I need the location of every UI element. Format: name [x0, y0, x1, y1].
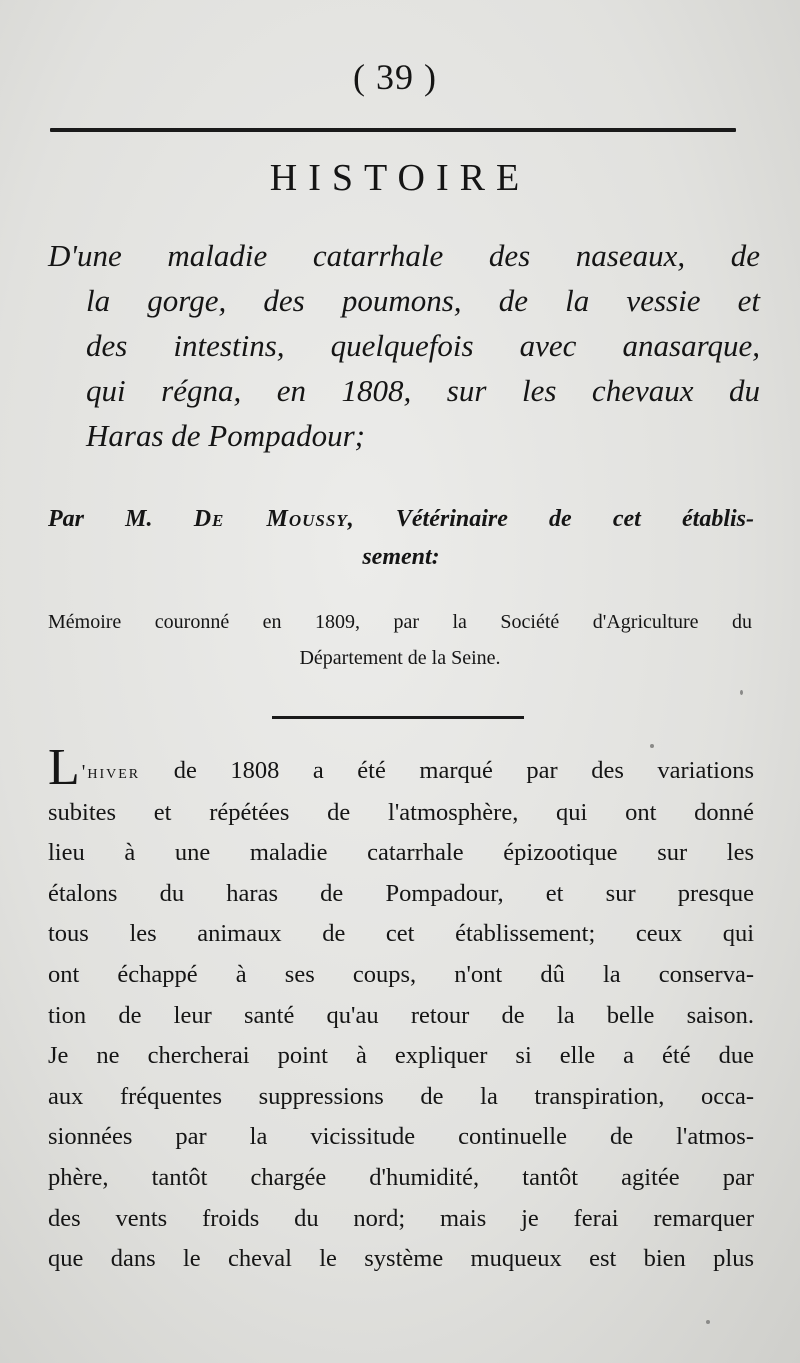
body-line: sionnées par la vicissitude continuelle de l'atmos- — [48, 1123, 754, 1151]
body-line: Je ne chercherai point à expliquer si elle a été due — [48, 1042, 754, 1070]
section-rule — [272, 716, 524, 719]
header-rule — [50, 128, 736, 132]
body-line: que dans le cheval le système muqueux est bien plus — [48, 1245, 754, 1273]
byline-role: Vétérinaire de cet établis- — [395, 506, 755, 532]
award-line: Mémoire couronné en 1809, par la Société d'Agriculture du — [48, 611, 752, 633]
byline-continuation: sement: — [362, 544, 440, 570]
body-line: étalons du haras de Pompadour, et sur presque — [48, 879, 754, 907]
byline-prefix: Par M. — [48, 506, 153, 532]
first-line-rest: de 1808 a été marqué par des variations — [173, 757, 755, 784]
body-line: ont échappé à ses coups, n'ont dû la conserva- — [48, 960, 754, 988]
author-byline — [48, 500, 754, 576]
drop-cap: L — [48, 739, 80, 796]
body-line: aux fréquentes suppressions de la transpiration, occa- — [48, 1082, 754, 1110]
subtitle-line: Haras de Pompadour; — [86, 418, 365, 453]
subtitle-line: des intestins, quelquefois avec anasarque, — [86, 328, 760, 363]
body-paragraph — [48, 739, 755, 1280]
subtitle-line: qui régna, en 1808, sur les chevaux du — [86, 373, 760, 408]
body-line: tous les animaux de cet établissement; ceux qui — [48, 920, 754, 948]
award-note — [48, 604, 752, 676]
chapter-subtitle — [48, 233, 760, 458]
paper-speck — [740, 690, 743, 695]
body-line: des vents froids du nord; mais je ferai remarquer — [48, 1204, 754, 1232]
award-line: Département de la Seine. — [299, 647, 501, 669]
chapter-title: HISTOIRE — [269, 157, 531, 199]
paper-speck — [706, 1320, 710, 1324]
author-name: De Moussy, — [193, 506, 355, 532]
opening-words: 'hiver — [81, 761, 141, 783]
page-number: ( 39 ) — [353, 57, 437, 97]
body-line: lieu à une maladie catarrhale épizootique sur les — [48, 839, 754, 867]
body-line: subites et répétées de l'atmosphère, qui ont donné — [48, 798, 754, 826]
paper-speck — [650, 744, 654, 748]
subtitle-line: la gorge, des poumons, de la vessie et — [86, 283, 760, 318]
byline-line — [48, 500, 754, 538]
body-first-line — [48, 739, 755, 796]
body-line: phère, tantôt chargée d'humidité, tantôt agitée par — [48, 1163, 754, 1191]
body-line: tion de leur santé qu'au retour de la belle saison. — [48, 1001, 754, 1029]
subtitle-line: D'une maladie catarrhale des naseaux, de — [48, 238, 760, 273]
